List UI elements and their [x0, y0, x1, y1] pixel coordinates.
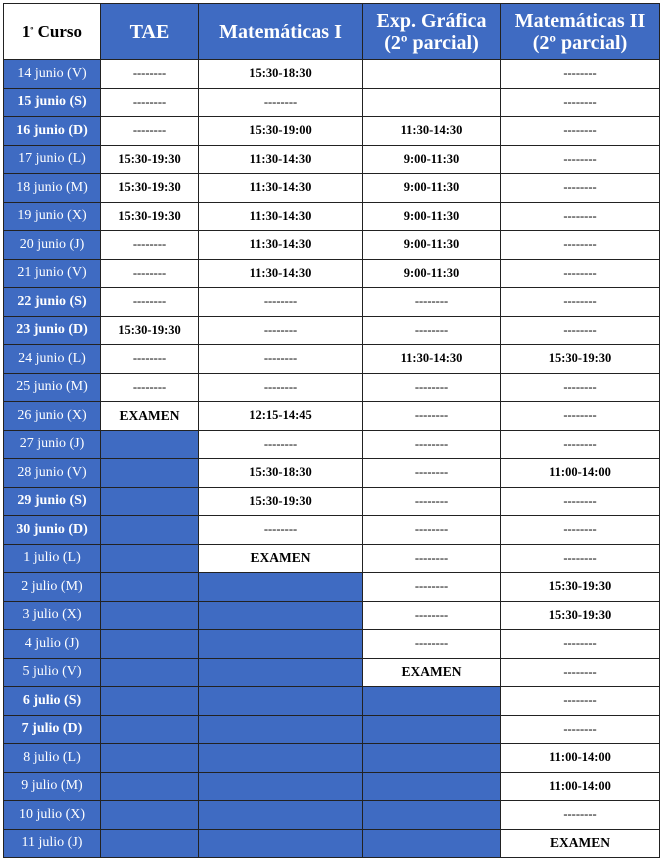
closed-cell-exp-grafica: [363, 687, 501, 716]
slot-cell-matematicas-i: --------: [199, 316, 363, 345]
slot-cell-matematicas-ii: --------: [501, 316, 660, 345]
slot-cell-tae: --------: [101, 259, 199, 288]
slot-cell-exp-grafica: --------: [363, 430, 501, 459]
closed-cell-matematicas-i: [199, 801, 363, 830]
date-cell: 14 junio (V): [4, 60, 101, 89]
slot-cell-matematicas-ii: --------: [501, 202, 660, 231]
slot-cell-tae: --------: [101, 345, 199, 374]
slot-cell-matematicas-ii: 15:30-19:30: [501, 573, 660, 602]
closed-cell-tae: [101, 801, 199, 830]
slot-cell-exp-grafica: 9:00-11:30: [363, 145, 501, 174]
table-row: [4, 60, 660, 89]
closed-cell-matematicas-i: [199, 573, 363, 602]
closed-cell-matematicas-i: [199, 630, 363, 659]
closed-cell-matematicas-i: [199, 715, 363, 744]
slot-cell-exp-grafica: --------: [363, 373, 501, 402]
closed-cell-tae: [101, 772, 199, 801]
slot-cell-exp-grafica: --------: [363, 573, 501, 602]
table-row: [4, 715, 660, 744]
slot-cell-exp-grafica: --------: [363, 516, 501, 545]
slot-cell-matematicas-ii: --------: [501, 174, 660, 203]
slot-cell-tae: EXAMEN: [101, 402, 199, 431]
slot-cell-matematicas-ii: --------: [501, 487, 660, 516]
slot-cell-tae: 15:30-19:30: [101, 145, 199, 174]
date-cell: 5 julio (V): [4, 658, 101, 687]
slot-cell-exp-grafica: --------: [363, 288, 501, 317]
slot-cell-exp-grafica: --------: [363, 601, 501, 630]
slot-cell-exp-grafica: 9:00-11:30: [363, 259, 501, 288]
slot-cell-matematicas-i: 11:30-14:30: [199, 231, 363, 260]
table-row: [4, 88, 660, 117]
date-cell: 29 junio (S): [4, 487, 101, 516]
closed-cell-tae: [101, 544, 199, 573]
slot-cell-matematicas-ii: 11:00-14:00: [501, 459, 660, 488]
slot-cell-matematicas-i: --------: [199, 288, 363, 317]
slot-cell-matematicas-ii: --------: [501, 715, 660, 744]
slot-cell-matematicas-ii: --------: [501, 630, 660, 659]
closed-cell-tae: [101, 715, 199, 744]
slot-cell-matematicas-ii: --------: [501, 259, 660, 288]
slot-cell-matematicas-ii: 11:00-14:00: [501, 744, 660, 773]
slot-cell-matematicas-i: --------: [199, 345, 363, 374]
slot-cell-matematicas-ii: --------: [501, 373, 660, 402]
closed-cell-exp-grafica: [363, 715, 501, 744]
slot-cell-tae: --------: [101, 88, 199, 117]
slot-cell-tae: --------: [101, 117, 199, 146]
closed-cell-exp-grafica: [363, 801, 501, 830]
table-row: [4, 687, 660, 716]
slot-cell-matematicas-i: --------: [199, 88, 363, 117]
slot-cell-exp-grafica: --------: [363, 459, 501, 488]
slot-cell-matematicas-ii: --------: [501, 801, 660, 830]
date-cell: 21 junio (V): [4, 259, 101, 288]
slot-cell-matematicas-ii: --------: [501, 516, 660, 545]
slot-cell-matematicas-ii: --------: [501, 231, 660, 260]
table-row: [4, 658, 660, 687]
column-header-exp-grafica: Exp. Gráfica (2º parcial): [363, 4, 501, 60]
slot-cell-matematicas-i: --------: [199, 430, 363, 459]
table-row: [4, 117, 660, 146]
slot-cell-matematicas-ii: --------: [501, 145, 660, 174]
slot-cell-exp-grafica: 9:00-11:30: [363, 202, 501, 231]
closed-cell-matematicas-i: [199, 829, 363, 858]
date-cell: 2 julio (M): [4, 573, 101, 602]
closed-cell-matematicas-i: [199, 772, 363, 801]
table-row: [4, 316, 660, 345]
table-row: [4, 259, 660, 288]
header-row: [4, 4, 660, 60]
slot-cell-exp-grafica: [363, 60, 501, 89]
slot-cell-matematicas-ii: --------: [501, 430, 660, 459]
closed-cell-matematicas-i: [199, 744, 363, 773]
table-row: [4, 801, 660, 830]
slot-cell-matematicas-i: 11:30-14:30: [199, 259, 363, 288]
table-row: [4, 573, 660, 602]
date-cell: 10 julio (X): [4, 801, 101, 830]
slot-cell-matematicas-ii: --------: [501, 60, 660, 89]
slot-cell-tae: --------: [101, 60, 199, 89]
slot-cell-matematicas-i: 11:30-14:30: [199, 202, 363, 231]
slot-cell-exp-grafica: --------: [363, 316, 501, 345]
exam-schedule-table: [3, 3, 660, 858]
slot-cell-exp-grafica: EXAMEN: [363, 658, 501, 687]
slot-cell-exp-grafica: [363, 88, 501, 117]
slot-cell-exp-grafica: --------: [363, 487, 501, 516]
slot-cell-matematicas-i: --------: [199, 373, 363, 402]
slot-cell-matematicas-ii: --------: [501, 544, 660, 573]
date-cell: 15 junio (S): [4, 88, 101, 117]
slot-cell-matematicas-i: 12:15-14:45: [199, 402, 363, 431]
slot-cell-matematicas-i: EXAMEN: [199, 544, 363, 573]
slot-cell-matematicas-ii: --------: [501, 658, 660, 687]
slot-cell-matematicas-ii: 11:00-14:00: [501, 772, 660, 801]
table-row: [4, 829, 660, 858]
slot-cell-matematicas-i: 15:30-19:00: [199, 117, 363, 146]
slot-cell-exp-grafica: 11:30-14:30: [363, 117, 501, 146]
date-cell: 4 julio (J): [4, 630, 101, 659]
table-row: [4, 516, 660, 545]
table-row: [4, 772, 660, 801]
closed-cell-tae: [101, 459, 199, 488]
closed-cell-tae: [101, 744, 199, 773]
schedule-body: [4, 60, 660, 858]
table-row: [4, 487, 660, 516]
slot-cell-tae: --------: [101, 288, 199, 317]
table-row: [4, 288, 660, 317]
slot-cell-matematicas-ii: EXAMEN: [501, 829, 660, 858]
date-cell: 22 junio (S): [4, 288, 101, 317]
slot-cell-tae: 15:30-19:30: [101, 202, 199, 231]
slot-cell-exp-grafica: --------: [363, 630, 501, 659]
date-cell: 8 julio (L): [4, 744, 101, 773]
date-cell: 1 julio (L): [4, 544, 101, 573]
closed-cell-tae: [101, 687, 199, 716]
table-row: [4, 145, 660, 174]
date-cell: 25 junio (M): [4, 373, 101, 402]
date-cell: 3 julio (X): [4, 601, 101, 630]
table-row: [4, 345, 660, 374]
column-header-tae: TAE: [101, 4, 199, 60]
slot-cell-matematicas-i: 15:30-18:30: [199, 60, 363, 89]
closed-cell-tae: [101, 601, 199, 630]
closed-cell-exp-grafica: [363, 772, 501, 801]
closed-cell-tae: [101, 487, 199, 516]
slot-cell-matematicas-ii: 15:30-19:30: [501, 601, 660, 630]
date-cell: 19 junio (X): [4, 202, 101, 231]
closed-cell-tae: [101, 573, 199, 602]
table-row: [4, 630, 660, 659]
closed-cell-matematicas-i: [199, 687, 363, 716]
date-cell: 16 junio (D): [4, 117, 101, 146]
date-cell: 7 julio (D): [4, 715, 101, 744]
slot-cell-matematicas-i: 11:30-14:30: [199, 174, 363, 203]
slot-cell-tae: --------: [101, 373, 199, 402]
slot-cell-matematicas-ii: --------: [501, 117, 660, 146]
slot-cell-matematicas-ii: --------: [501, 88, 660, 117]
date-cell: 30 junio (D): [4, 516, 101, 545]
closed-cell-tae: [101, 829, 199, 858]
slot-cell-matematicas-ii: 15:30-19:30: [501, 345, 660, 374]
slot-cell-exp-grafica: 11:30-14:30: [363, 345, 501, 374]
table-row: [4, 202, 660, 231]
table-row: [4, 601, 660, 630]
table-row: [4, 744, 660, 773]
closed-cell-matematicas-i: [199, 658, 363, 687]
slot-cell-exp-grafica: 9:00-11:30: [363, 231, 501, 260]
date-cell: 27 junio (J): [4, 430, 101, 459]
table-row: [4, 231, 660, 260]
date-cell: 18 junio (M): [4, 174, 101, 203]
date-cell: 28 junio (V): [4, 459, 101, 488]
date-cell: 26 junio (X): [4, 402, 101, 431]
slot-cell-matematicas-ii: --------: [501, 402, 660, 431]
slot-cell-matematicas-ii: --------: [501, 288, 660, 317]
slot-cell-matematicas-i: 15:30-19:30: [199, 487, 363, 516]
column-header-matematicas-ii: Matemáticas II (2º parcial): [501, 4, 660, 60]
table-row: [4, 373, 660, 402]
slot-cell-tae: --------: [101, 231, 199, 260]
table-row: [4, 174, 660, 203]
closed-cell-tae: [101, 630, 199, 659]
slot-cell-matematicas-ii: --------: [501, 687, 660, 716]
slot-cell-matematicas-i: 15:30-18:30: [199, 459, 363, 488]
closed-cell-exp-grafica: [363, 829, 501, 858]
date-cell: 17 junio (L): [4, 145, 101, 174]
table-row: [4, 544, 660, 573]
slot-cell-matematicas-i: --------: [199, 516, 363, 545]
closed-cell-tae: [101, 658, 199, 687]
table-row: [4, 402, 660, 431]
closed-cell-tae: [101, 430, 199, 459]
closed-cell-matematicas-i: [199, 601, 363, 630]
slot-cell-tae: 15:30-19:30: [101, 316, 199, 345]
date-cell: 24 junio (L): [4, 345, 101, 374]
course-header: $1^º$ Curso: [4, 4, 101, 60]
column-header-matematicas-i: Matemáticas I: [199, 4, 363, 60]
slot-cell-exp-grafica: --------: [363, 402, 501, 431]
slot-cell-matematicas-i: 11:30-14:30: [199, 145, 363, 174]
closed-cell-tae: [101, 516, 199, 545]
slot-cell-tae: 15:30-19:30: [101, 174, 199, 203]
table-row: [4, 459, 660, 488]
date-cell: 9 julio (M): [4, 772, 101, 801]
date-cell: 23 junio (D): [4, 316, 101, 345]
table-row: [4, 430, 660, 459]
date-cell: 6 julio (S): [4, 687, 101, 716]
slot-cell-exp-grafica: 9:00-11:30: [363, 174, 501, 203]
date-cell: 11 julio (J): [4, 829, 101, 858]
date-cell: 20 junio (J): [4, 231, 101, 260]
closed-cell-exp-grafica: [363, 744, 501, 773]
slot-cell-exp-grafica: --------: [363, 544, 501, 573]
